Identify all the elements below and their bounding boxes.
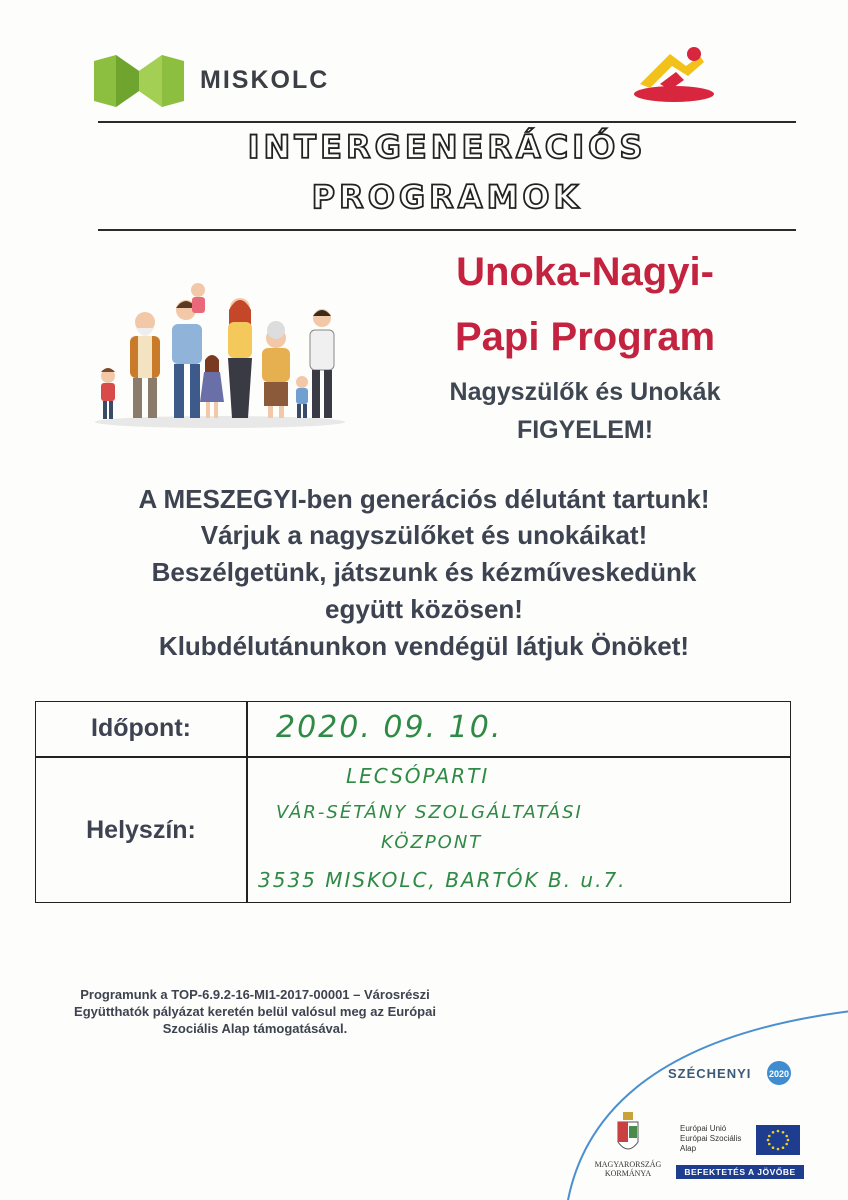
government-label [590, 1160, 666, 1178]
gov-line-2: KORMÁNYA [604, 1169, 652, 1178]
city-name: MISKOLC [200, 66, 330, 94]
location-label: Helyszín: [86, 816, 196, 844]
table-divider-horizontal [36, 756, 790, 758]
program-title-line2: PROGRAMOK [311, 178, 583, 216]
eu-label [680, 1124, 741, 1154]
funding-line-2: Együtthatók pályázat keretén belül valósul meg az Európai [74, 1004, 436, 1019]
invest-banner: BEFEKTETÉS A JÖVŐBE [676, 1165, 804, 1179]
location-line-2: VÁR-SÉTÁNY SZOLGÁLTATÁSI [276, 802, 583, 823]
eu-line-3: Alap [680, 1144, 697, 1153]
body-line-2: Várjuk a nagyszülőket és unokáikat! [200, 520, 648, 550]
header-rule-top [98, 121, 796, 123]
eu-flag-icon [756, 1125, 800, 1155]
location-line-4: 3535 MISKOLC, BARTÓK B. u.7. [258, 868, 627, 892]
details-table [35, 701, 791, 903]
szechenyi-badge-text: 2020 [768, 1069, 790, 1079]
header-rule-bottom [98, 229, 796, 231]
funding-line-1: Programunk a TOP-6.9.2-16-MI1-2017-00001 – Városrészi [80, 987, 430, 1002]
event-title-line1: Unoka-Nagyi- [456, 250, 714, 294]
gov-line-1: MAGYARORSZÁG [594, 1160, 662, 1169]
eu-line-2: Európai Szociális [680, 1134, 742, 1143]
date-value: 2020. 09. 10. [276, 710, 503, 745]
event-subtitle-line1: Nagyszülők és Unokák [449, 378, 721, 406]
table-divider-vertical [246, 702, 248, 902]
body-line-5: Klubdélutánunkon vendégül látjuk Önöket! [158, 631, 690, 661]
program-title-line1: INTERGENERÁCIÓS [247, 128, 647, 166]
szechenyi-label: SZÉCHENYI [668, 1066, 752, 1081]
hungary-crest-icon [614, 1112, 642, 1158]
body-line-3: Beszélgetünk, játszunk és kézműveskedünk [151, 557, 697, 587]
family-illustration [90, 280, 350, 430]
funding-line-3: Szociális Alap támogatásával. [162, 1021, 348, 1036]
event-subtitle-line2: FIGYELEM! [516, 416, 654, 444]
location-line-1: LECSÓPARTI [346, 764, 490, 788]
miskolc-logo [94, 55, 184, 107]
body-line-1: A MESZEGYI-ben generációs délutánt tartunk! [138, 484, 710, 514]
eu-line-1: Európai Unió [680, 1124, 727, 1133]
location-line-3: KÖZPONT [381, 832, 483, 853]
body-line-4: együtt közösen! [325, 594, 523, 624]
partner-logo [630, 44, 716, 106]
event-title-line2: Papi Program [454, 315, 716, 359]
szechenyi-2020-badge [762, 1060, 796, 1086]
date-label: Időpont: [91, 714, 191, 742]
